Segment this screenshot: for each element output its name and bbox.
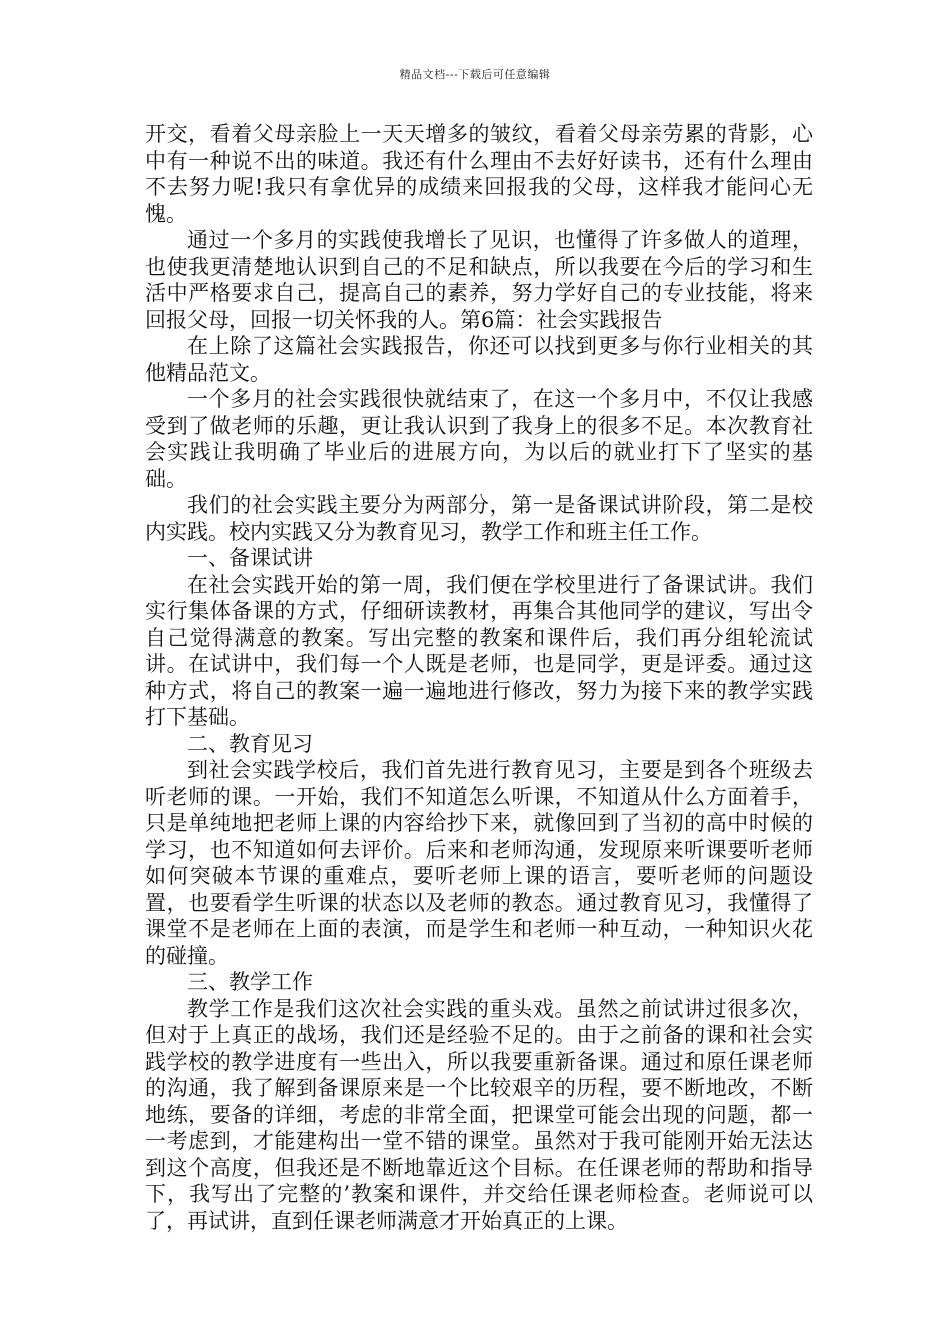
paragraph: 到社会实践学校后，我们首先进行教育见习，主要是到各个班级去听老师的课。一开始，我们不知道怎么听课，不知道从什么方面着手，只是单纯地把老师上课的内容给抄下来，就像回到了当初的高中时候的学习，也不知道如何去评价。后来和老师沟通，发现原来听课要听老师如何突破本节课的重难点，要听老师上课的语言，要听老师的问题设置，也要看学生听课的状态以及老师的教态。通过教育见习，我懂得了课堂不是老师在上面的表演，而是学生和老师一种互动，一种知识火花的碰撞。 (145, 758, 813, 968)
paragraph-continuation: 开交，看着父母亲脸上一天天增多的皱纹，看着父母亲劳累的背影，心中有一种说不出的味道。我还有什么理由不去好好读书，还有什么理由不去努力呢!我只有拿优异的成绩来回报我的父母，这样我才能问心无愧。 (145, 122, 813, 226)
paragraph: 在上除了这篇社会实践报告，你还可以找到更多与你行业相关的其他精品范文。 (145, 334, 813, 385)
paragraph: 教学工作是我们这次社会实践的重头戏。虽然之前试讲过很多次，但对于上真正的战场，我们还是经验不足的。由于之前备的课和社会实践学校的教学进度有一些出入，所以我要重新备课。通过和原任课老师的沟通，我了解到备课原来是一个比较艰辛的历程，要不断地改，不断地练，要备的详细，考虑的非常全面，把课堂可能会出现的问题，都一一考虑到，才能建构出一堂不错的课堂。虽然对于我可能刚开始无法达到这个高度，但我还是不断地靠近这个目标。在任课老师的帮助和指导下，我写出了完整的’教案和课件，并交给任课老师检查。老师说可以了，再试讲，直到任课老师满意才开始真正的上课。 (145, 996, 813, 1233)
paragraph: 一个多月的社会实践很快就结束了，在这一个多月中，不仅让我感受到了做老师的乐趣，更让我认识到了我身上的很多不足。本次教育社会实践让我明确了毕业后的进展方向，为以后的就业打下了坚实的基础。 (145, 387, 813, 491)
paragraph: 在社会实践开始的第一周，我们便在学校里进行了备课试讲。我们实行集体备课的方式，仔细研读教材，再集合其他同学的建议，写出令自己觉得满意的教案。写出完整的教案和课件后，我们再分组轮流试讲。在试讲中，我们每一个人既是老师，也是同学，更是评委。通过这种方式，将自己的教案一遍一遍地进行修改，努力为接下来的教学实践打下基础。 (145, 572, 813, 729)
section-heading: 三、教学工作 (187, 970, 313, 994)
section-heading: 一、备课试讲 (187, 546, 313, 570)
page-header: 精品文档---下载后可任意编辑 (399, 68, 551, 81)
section-heading: 二、教育见习 (187, 731, 313, 756)
paragraph: 我们的社会实践主要分为两部分，第一是备课试讲阶段，第二是校内实践。校内实践又分为教育见习，教学工作和班主任工作。 (145, 493, 813, 544)
paragraph: 通过一个多月的实践使我增长了见识，也懂得了许多做人的道理，也使我更清楚地认识到自己的不足和缺点，所以我要在今后的学习和生活中严格要求自己，提高自己的素养，努力学好自己的专业技能，将来回报父母，回报一切关怀我的人。第6篇：社会实践报告 (145, 228, 813, 332)
document-body (145, 121, 813, 1234)
